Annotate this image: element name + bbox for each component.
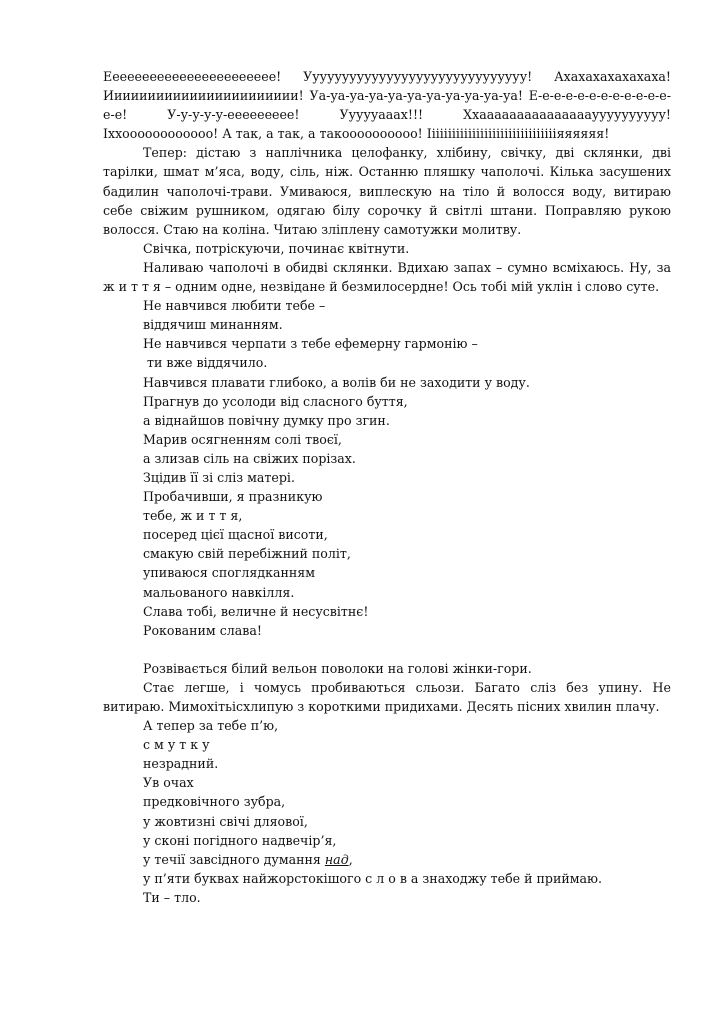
verse-line: Прагнув до усолоди від сласного буття, (143, 393, 408, 409)
verse-line: Марив осягненням солі твоєї, (143, 431, 342, 447)
verse-line: Ув очах (143, 775, 194, 791)
verse-line: Навчився плавати глибоко, а волів би не заходити у воду. (143, 374, 530, 390)
paragraph: Стає легше, і чомусь пробиваються сльози. Багато сліз без упину. Не витираю. Мимохітьісхлипую з короткими придихами. Десять пісних хвилин плачу. (103, 679, 671, 714)
blank-line (103, 640, 671, 659)
verse-line: тебе, ж и т т я, (143, 508, 243, 524)
verse-line: смакую свій перебіжний політ, (143, 546, 351, 562)
verse-line: у жовтизні свічі дляової, (143, 813, 308, 829)
paragraph: Розвівається білий вельон поволоки на голові жінки-гори. (143, 660, 532, 676)
verse-line: Не навчився любити тебе – (143, 298, 326, 314)
document-page (103, 67, 671, 907)
verse-line: у п’яти буквах найжорстокішого с л о в а знаходжу тебе й приймаю. (143, 870, 603, 886)
verse-line: с м у т к у (143, 737, 210, 753)
verse-line: а віднайшов повічну думку про згин. (143, 412, 390, 428)
emphasized-word: над (324, 851, 349, 867)
verse-line: посеред цієї щасної висоти, (143, 527, 328, 543)
verse-line: віддячиш минанням. (143, 317, 283, 333)
verse-line: а злизав сіль на свіжих порізах. (143, 450, 356, 466)
verse-line: А тепер за тебе п’ю, (143, 718, 279, 734)
verse-line: Пробачивши, я празникую (143, 489, 323, 505)
verse-line (103, 850, 671, 869)
verse-line: у сконі погідного надвечір’я, (143, 832, 337, 848)
verse-text: , (348, 851, 353, 867)
verse-line: упиваюся споглядканням (143, 565, 315, 581)
paragraph: Еееееееееееееееееееееее! Уууууууууууууууууууууууууууууу! Ахахахахахахаха! Иииииииииииииииииииииии! Уа-уа-уа-уа-уа-уа-уа-уа-уа-уа-уа! Е-е-е-е-е-е-е-е-е-е-е-е-е-е! У-у-у-у-у-еееееееее! Уууууааах!!! Ххааааааааааааааауууууууууу! Іххоооооооооооо! А так, а так, а такоооооооооо! Ііііііііііііііііііііііііііііііііяяяяяя! (103, 69, 671, 142)
verse-line: Рокованим слава! (143, 622, 262, 638)
verse-line: мальованого навкілля. (143, 584, 295, 600)
verse-line: Не навчився черпати з тебе ефемерну гармонію – (143, 336, 478, 352)
verse-line: Зцідив її зі сліз матері. (143, 469, 295, 485)
verse-text: у течії завсідного думання (143, 851, 325, 867)
verse-line: незрадний. (143, 756, 219, 772)
verse-line: Ти – тло. (143, 889, 201, 905)
verse-line: ти вже віддячило. (143, 355, 268, 371)
paragraph: Свічка, потріскуючи, починає квітнути. (143, 240, 410, 256)
verse-line: предковічного зубра, (143, 794, 286, 810)
verse-line: Слава тобі, величне й несусвітнє! (143, 603, 369, 619)
paragraph: Наливаю чаполочі в обидві склянки. Вдихаю запах – сумно всміхаюсь. Ну, за ж и т т я – одним одне, незвідане й безмилосердне! Ось тобі мій уклін і слово суте. (103, 259, 671, 295)
paragraph: Тепер: дістаю з наплічника целофанку, хлібину, свічку, дві склянки, дві тарілки, шмат м’яса, воду, сіль, ніж. Останню пляшку чаполочі. Кілька засушених бадилин чаполочі-трави. Умиваюся, виплескую на тіло й волосся воду, витираю себе свіжим рушником, одягаю білу сорочку й світлі штани. Поправляю рукою волосся. Стаю на коліна. Читаю зліплену самотужки молитву. (103, 145, 671, 237)
